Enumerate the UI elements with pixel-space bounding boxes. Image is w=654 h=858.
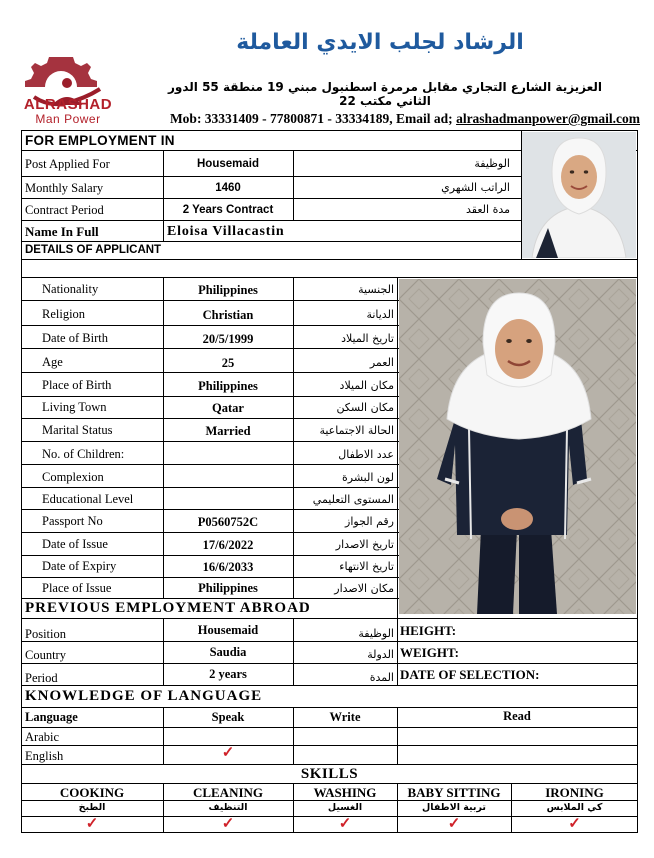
contact-email-link[interactable]: alrashadmanpower@gmail.com bbox=[456, 111, 640, 126]
label-weight: WEIGHT: bbox=[400, 645, 459, 660]
skill-washing-check: ✓ bbox=[338, 816, 352, 832]
applicant-full-photo bbox=[399, 279, 636, 614]
value-dob: 20/5/1999 bbox=[202, 332, 254, 346]
value-contract: 2 Years Contract bbox=[182, 204, 274, 216]
value-passport: P0560752C bbox=[197, 515, 259, 529]
label-age-ar: العمر bbox=[369, 356, 394, 369]
value-marital: Married bbox=[205, 424, 251, 438]
skill-baby-sitting: BABY SITTING bbox=[407, 785, 501, 800]
value-prev-country: Saudia bbox=[209, 645, 247, 659]
header-language: Language bbox=[25, 710, 78, 724]
skill-washing-ar: الغسيل bbox=[327, 802, 363, 813]
section-applicant: DETAILS OF APPLICANT bbox=[25, 244, 162, 256]
label-religion-ar: الديانة bbox=[366, 308, 394, 321]
label-nationality: Nationality bbox=[42, 282, 99, 296]
label-prev-position: Position bbox=[25, 627, 66, 641]
label-children: No. of Children: bbox=[42, 447, 125, 461]
label-dob: Date of Birth bbox=[42, 331, 108, 345]
value-place-of-birth: Philippines bbox=[198, 379, 258, 393]
label-date-selection: DATE OF SELECTION: bbox=[400, 667, 540, 682]
skill-cooking-ar: الطبخ bbox=[78, 802, 106, 813]
label-education-ar: المستوى التعليمي bbox=[312, 493, 394, 506]
label-place-of-birth: Place of Birth bbox=[42, 378, 112, 392]
skill-baby-sitting-ar: تربية الاطفال bbox=[422, 802, 486, 813]
label-contract: Contract Period bbox=[25, 203, 104, 217]
label-prev-position-ar: الوظيفة bbox=[358, 627, 394, 640]
header-speak: Speak bbox=[211, 710, 245, 724]
label-date-issue-ar: تاريخ الاصدار bbox=[335, 538, 394, 551]
value-religion: Christian bbox=[202, 308, 254, 322]
value-fullname: Eloisa Villacastin bbox=[167, 224, 285, 239]
logo-name: ALRASHAD bbox=[23, 96, 113, 113]
skill-cooking: COOKING bbox=[59, 785, 125, 800]
label-place-issue: Place of Issue bbox=[42, 581, 112, 595]
lang-arabic: Arabic bbox=[25, 730, 60, 744]
label-marital: Marital Status bbox=[42, 423, 113, 437]
skill-ironing: IRONING bbox=[545, 785, 604, 800]
value-age: 25 bbox=[221, 356, 235, 370]
value-date-issue: 17/6/2022 bbox=[202, 538, 254, 552]
logo-subtitle: Man Power bbox=[35, 112, 101, 126]
value-post: Housemaid bbox=[197, 158, 259, 170]
skill-washing: WASHING bbox=[313, 785, 377, 800]
value-nationality: Philippines bbox=[198, 283, 258, 297]
label-living-town: Living Town bbox=[42, 400, 107, 414]
section-skills: SKILLS bbox=[300, 766, 359, 782]
label-contract-ar: مدة العقد bbox=[466, 203, 510, 216]
section-language: KNOWLEDGE OF LANGUAGE bbox=[25, 688, 263, 704]
label-complexion-ar: لون البشرة bbox=[342, 471, 394, 484]
skill-cleaning: CLEANING bbox=[192, 785, 264, 800]
skill-cleaning-ar: التنظيف bbox=[208, 802, 248, 813]
skill-cooking-check: ✓ bbox=[85, 816, 99, 832]
contact-line bbox=[130, 111, 640, 127]
section-previous: PREVIOUS EMPLOYMENT ABROAD bbox=[25, 600, 311, 616]
label-nationality-ar: الجنسية bbox=[358, 283, 394, 296]
header-read: Read bbox=[503, 709, 531, 723]
value-salary: 1460 bbox=[215, 182, 241, 194]
lang-english-speak: ✓ bbox=[221, 745, 235, 761]
label-post-ar: الوظيفة bbox=[474, 157, 510, 170]
value-date-expiry: 16/6/2033 bbox=[202, 560, 254, 574]
label-salary-ar: الراتب الشهري bbox=[441, 181, 510, 194]
value-prev-position: Housemaid bbox=[197, 623, 259, 637]
skill-baby-sitting-check: ✓ bbox=[447, 816, 461, 832]
label-height: HEIGHT: bbox=[400, 623, 457, 638]
label-place-issue-ar: مكان الاصدار bbox=[334, 582, 394, 595]
label-dob-ar: تاريخ الميلاد bbox=[341, 332, 394, 345]
company-title: الرشاد لجلب الايدي العاملة bbox=[236, 30, 524, 55]
label-fullname: Name In Full bbox=[25, 224, 99, 239]
lang-english: English bbox=[25, 749, 64, 763]
value-prev-period: 2 years bbox=[209, 667, 247, 681]
label-salary: Monthly Salary bbox=[25, 181, 104, 195]
value-place-issue: Philippines bbox=[198, 581, 258, 595]
label-date-expiry-ar: تاريخ الانتهاء bbox=[339, 560, 394, 573]
label-prev-country: Country bbox=[25, 648, 66, 662]
label-post: Post Applied For bbox=[25, 157, 110, 171]
label-date-issue: Date of Issue bbox=[42, 537, 108, 551]
label-marital-ar: الحالة الاجتماعية bbox=[319, 424, 394, 437]
label-prev-country-ar: الدولة bbox=[367, 648, 394, 661]
label-passport-ar: رقم الجواز bbox=[345, 515, 394, 528]
header-write: Write bbox=[329, 710, 361, 724]
label-living-town-ar: مكان السكن bbox=[336, 401, 394, 414]
applicant-portrait-photo bbox=[522, 132, 636, 258]
company-address: العزيزية الشارع التجاري مقابل مرمرة اسطنبول مبني 19 منطقة 55 الدور الثاني مكتب 22 bbox=[167, 80, 603, 108]
label-complexion: Complexion bbox=[42, 470, 104, 484]
skill-ironing-check: ✓ bbox=[568, 816, 581, 832]
label-date-expiry: Date of Expiry bbox=[42, 559, 117, 573]
label-place-of-birth-ar: مكان الميلاد bbox=[339, 379, 394, 392]
label-age: Age bbox=[42, 355, 63, 369]
section-employment: FOR EMPLOYMENT IN bbox=[25, 133, 175, 148]
label-children-ar: عدد الاطفال bbox=[338, 448, 394, 461]
value-living-town: Qatar bbox=[212, 401, 244, 415]
label-religion: Religion bbox=[42, 307, 86, 321]
label-passport: Passport No bbox=[42, 514, 103, 528]
label-education: Educational Level bbox=[42, 492, 134, 506]
contact-phones: Mob: 33331409 - 77800871 - 33334189, Email ad; bbox=[169, 111, 457, 126]
label-prev-period: Period bbox=[25, 671, 58, 685]
skill-cleaning-check: ✓ bbox=[221, 816, 235, 832]
label-prev-period-ar: المدة bbox=[369, 671, 394, 684]
skill-ironing-ar: كي الملابس bbox=[546, 802, 603, 813]
